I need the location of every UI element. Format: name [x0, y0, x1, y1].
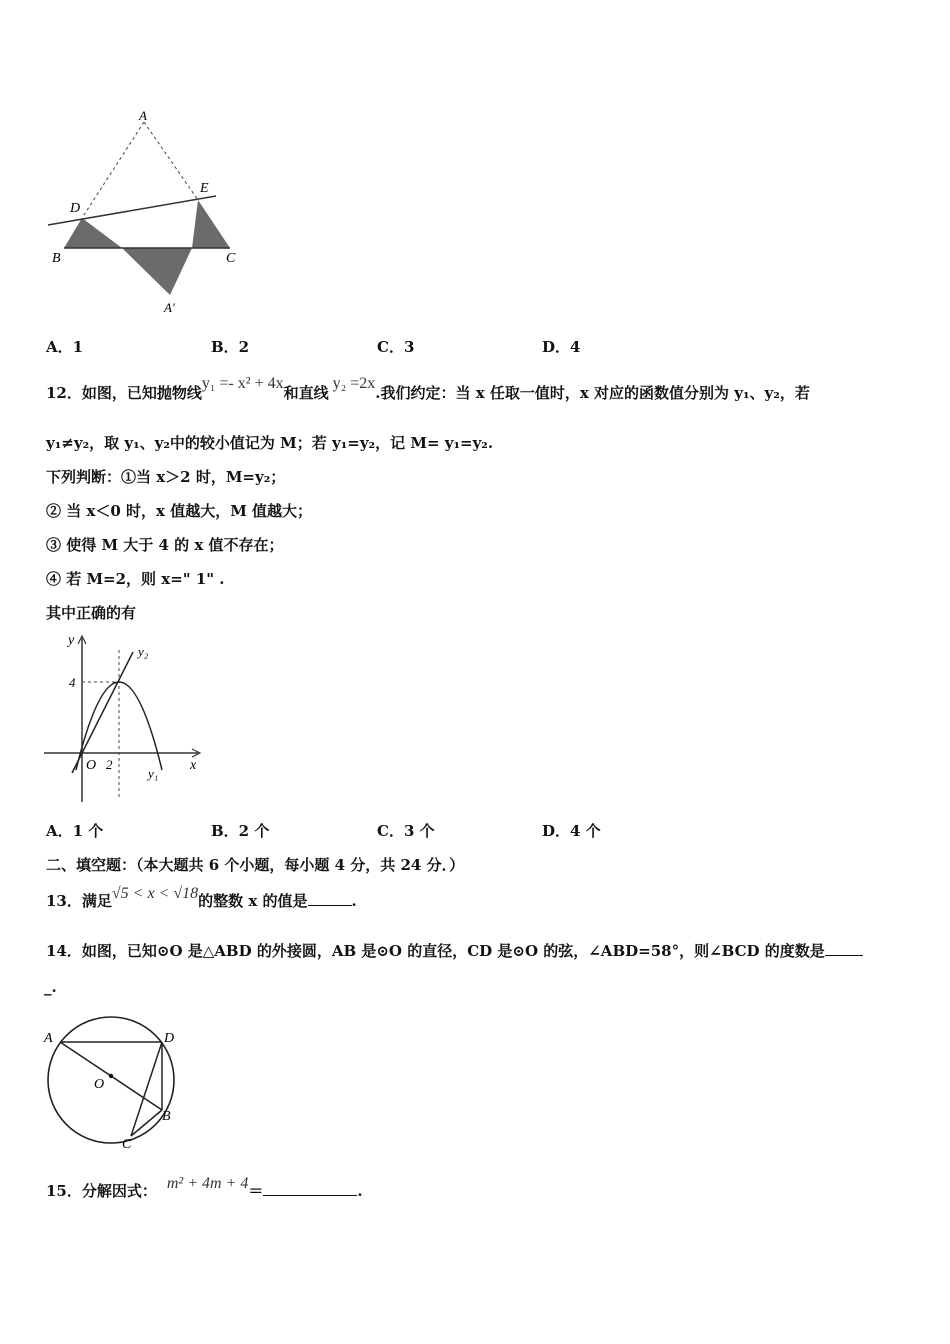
q12-conn: 和直线	[283, 384, 329, 402]
q12-option-d: D．4 个	[542, 822, 601, 840]
circle-o	[48, 1017, 174, 1143]
circle-label-b: B	[162, 1109, 171, 1124]
q11-option-c: C．3	[377, 338, 415, 356]
graph-label-y: y	[68, 633, 75, 648]
q13-stem	[46, 885, 357, 911]
q13-intro: 13．满足	[46, 892, 112, 910]
q12-option-b: B．2 个	[211, 822, 270, 840]
graph-label-4: 4	[69, 675, 76, 690]
parabola-y1	[76, 682, 162, 770]
q14-text: 14．如图，已知⊙O 是△ABD 的外接圆，AB 是⊙O 的直径，CD 是⊙O 的弦，∠ABD=58°，则∠BCD 的度数是	[46, 942, 825, 960]
q13-end: .	[351, 892, 357, 910]
circle-label-o: O	[94, 1077, 105, 1092]
q14-answer-blank[interactable]	[825, 941, 863, 956]
graph-label-o: O	[86, 758, 97, 773]
graph-label-y2: y₂	[138, 644, 149, 659]
q14-figure	[40, 1012, 190, 1152]
q12-option-c: C．3 个	[377, 822, 435, 840]
label-a-prime: A′	[164, 300, 175, 315]
label-d: D	[70, 201, 81, 216]
shaded-triangle-right	[192, 200, 230, 248]
q14-stem	[46, 940, 902, 961]
q11-option-b: B．2	[211, 338, 250, 356]
dashed-ad	[82, 122, 144, 218]
circle-label-c: C	[122, 1137, 132, 1152]
q12-option-a: A．1 个	[46, 822, 104, 840]
q15-intro: 15．分解因式：	[46, 1182, 157, 1200]
label-b: B	[52, 251, 61, 266]
q12-graph	[40, 630, 210, 810]
q15-eq: ＝	[248, 1182, 264, 1200]
center-dot	[109, 1074, 113, 1078]
q12-line2: y₁≠y₂，取 y₁、y₂中的较小值记为 M；若 y₁=y₂，记 M= y₁=y₂.	[46, 434, 494, 452]
graph-label-y1: y₁	[148, 766, 159, 781]
q12-line3: 下列判断：①当 x＞2 时，M=y₂；	[46, 468, 286, 486]
q15-answer-blank[interactable]	[263, 1181, 357, 1196]
q11-option-d: D．4	[542, 338, 581, 356]
q13-answer-blank[interactable]	[308, 891, 352, 906]
q12-line7: 其中正确的有	[46, 604, 137, 622]
q12-intro: 12．如图，已知抛物线	[46, 384, 202, 402]
q11-figure	[40, 108, 250, 318]
q14-cont: _.	[44, 978, 57, 996]
q13-rest: 的整数 x 的值是	[198, 892, 308, 910]
circle-label-a: A	[44, 1031, 53, 1046]
q12-line-eq: y₂ =2x	[332, 375, 376, 392]
q12-rest: .我们约定：当 x 任取一值时，x 对应的函数值分别为 y₁、y₂，若	[375, 384, 810, 402]
label-e: E	[200, 181, 209, 196]
q12-line6: ④ 若 M=2，则 x=" 1" .	[46, 570, 225, 588]
graph-label-2: 2	[106, 757, 113, 772]
label-a: A	[139, 108, 147, 123]
q12-line5: ③ 使得 M 大于 4 的 x 值不存在；	[46, 536, 284, 554]
q15-expression: m² + 4m + 4	[166, 1175, 249, 1192]
graph-label-x: x	[190, 758, 197, 773]
line-y2	[72, 652, 133, 773]
q11-option-a: A．1	[46, 338, 84, 356]
circle-label-d: D	[164, 1031, 175, 1046]
label-c: C	[226, 251, 236, 266]
q12-parabola-eq: y₁ =- x² + 4x	[201, 375, 284, 392]
q15-end: .	[357, 1182, 363, 1200]
q15-stem	[46, 1175, 363, 1201]
shaded-triangle-bottom	[122, 248, 192, 295]
shaded-triangle-left	[64, 218, 122, 248]
dashed-ae	[144, 122, 198, 200]
q13-inequality: √5 < x < √18	[111, 885, 199, 902]
q12-line4: ② 当 x＜0 时，x 值越大，M 值越大；	[46, 502, 313, 520]
q12-stem	[46, 375, 810, 403]
section-2-header: 二、填空题：（本大题共 6 个小题，每小题 4 分，共 24 分．）	[46, 856, 465, 874]
